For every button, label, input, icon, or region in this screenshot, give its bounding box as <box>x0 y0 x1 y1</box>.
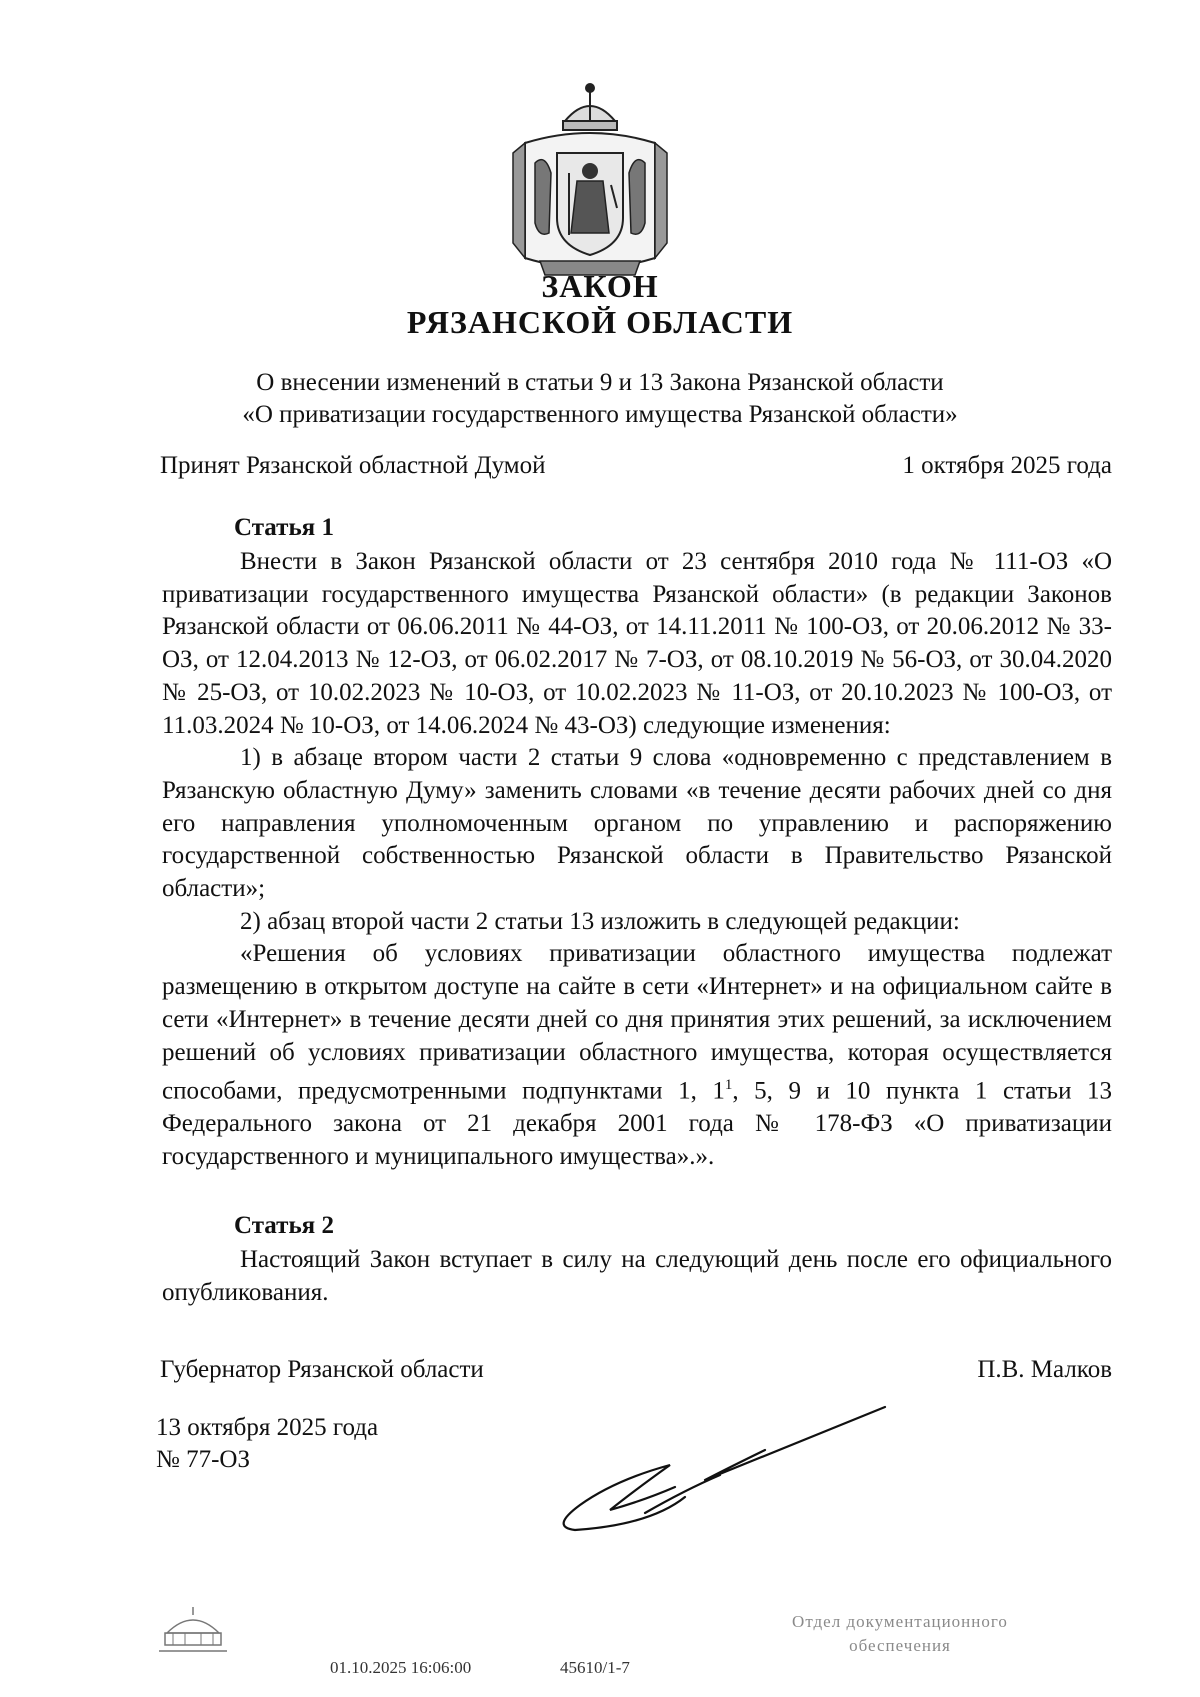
law-subtitle-line1: О внесении изменений в статьи 9 и 13 Закона Рязанской области <box>256 369 944 396</box>
adoption-date: 1 октября 2025 года <box>902 452 1112 479</box>
duma-logo-icon <box>157 1605 229 1657</box>
signatory-position: Губернатор Рязанской области <box>160 1356 484 1383</box>
article1-intro: Внести в Закон Рязанской области от 23 сентября 2010 года № 111-ОЗ «О приватизации государственного имущества Рязанской области» (в редакции Законов Рязанской области от 06.06.2011 № 44-ОЗ, от 14.11.2011 № 100-ОЗ, от 20.06.2012 № 33-ОЗ, от 12.04.2013 № 12-ОЗ, от 06.02.2017 № 7-ОЗ, от 08.10.2019 № 56-ОЗ, от 30.04.2020 № 25-ОЗ, от 10.02.2023 № 10-ОЗ, от 10.02.2023 № 11-ОЗ, от 20.10.2023 № 100-ОЗ, от 11.03.2024 № 10-ОЗ, от 14.06.2024 № 43-ОЗ) следующие изменения: <box>162 548 1112 739</box>
coat-of-arms-emblem <box>505 83 675 283</box>
quote-superscript: 1 <box>724 1077 733 1094</box>
article1-heading: Статья 1 <box>234 514 334 541</box>
signatory-name: П.В. Малков <box>977 1356 1112 1383</box>
stamp-line2: обеспечения <box>849 1636 951 1655</box>
article1-quote <box>162 938 1112 1173</box>
law-number: № 77-ОЗ <box>156 1446 251 1473</box>
article1-item1: 1) в абзаце втором части 2 статьи 9 слова «одновременно с представлением в Рязанскую областную Думу» заменить словами «в течение десяти рабочих дней со дня его направления уполномоченным органом по управлению и распоряжению государственной собственностью Рязанской области в Правительство Рязанской области»; <box>162 744 1112 903</box>
region-title: РЯЗАНСКОЙ ОБЛАСТИ <box>406 304 794 340</box>
document-type-title: ЗАКОН <box>541 268 659 304</box>
article1-item2: 2) абзац второй части 2 статьи 13 изложить в следующей редакции: <box>240 907 960 935</box>
handwritten-signature <box>555 1405 895 1535</box>
stamp-line1: Отдел документационного <box>792 1612 1008 1631</box>
article1-body <box>162 546 1112 1174</box>
signing-date: 13 октября 2025 года <box>156 1414 379 1441</box>
quote-text-before: «Решения об условиях приватизации областного имущества подлежат размещению в открытом доступе на сайте в сети «Интернет» и на официальном сайте в сети «Интернет» в течение десяти дней со дня принятия этих решений, за исключением решений об условиях приватизации областного имущества, которая осуществляется способами, предусмотренными подпунктами 1, 1 <box>162 940 1112 1105</box>
department-stamp <box>740 1610 1060 1658</box>
footer-registration: 45610/1-7 <box>560 1658 630 1677</box>
quote-text-after: , 5, 9 и 10 пункта 1 статьи 13 Федерального закона от 21 декабря 2001 года № 178-ФЗ «О приватизации государственного и муниципального имущества».». <box>162 1077 1112 1170</box>
adoption-body: Принят Рязанской областной Думой <box>160 452 546 479</box>
article2-body <box>162 1244 1112 1309</box>
footer-timestamp: 01.10.2025 16:06:00 <box>330 1658 472 1677</box>
article2-text: Настоящий Закон вступает в силу на следующий день после его официального опубликования. <box>162 1246 1112 1306</box>
law-subtitle-line2: «О приватизации государственного имущества Рязанской области» <box>242 401 958 428</box>
article2-heading: Статья 2 <box>234 1212 334 1239</box>
